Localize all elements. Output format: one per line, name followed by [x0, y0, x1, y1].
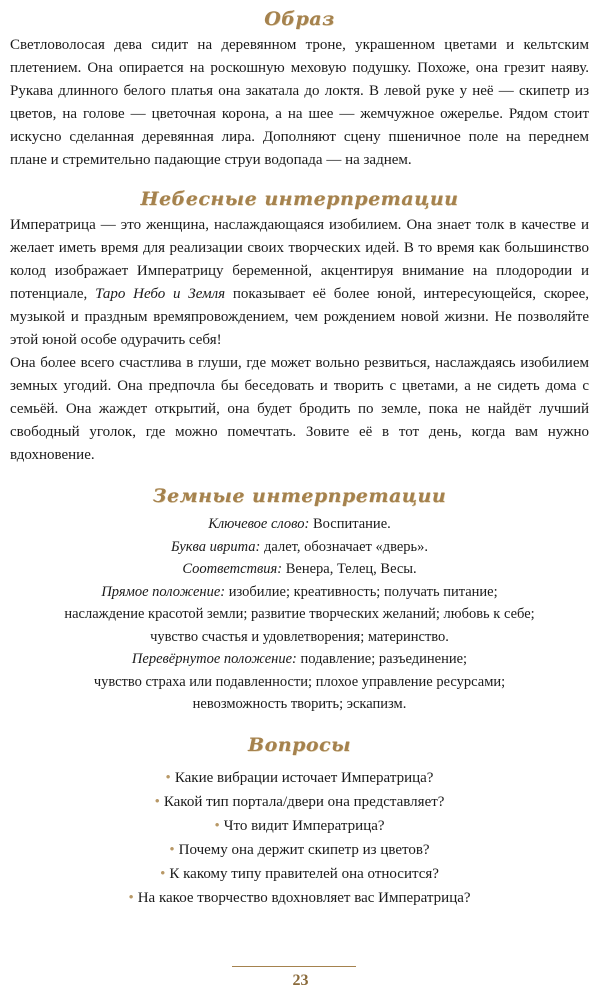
keyword-line — [10, 513, 589, 536]
question-item — [10, 814, 589, 838]
nebesnye-paragraph-2: Она более всего счастлива в глуши, где может вольно резвиться, наслаждаясь изобилием земных угодий. Она предпочла бы беседовать и творить с цветами, а не сидеть дома с семьёй. Она жаждет открытий, она будет бродить по земле, пока не найдёт лучший свободный уголок, где можно помечтать. Зовите её в тот день, когда вам нужно вдохновение. — [10, 355, 589, 463]
question-text: Что видит Императрица? — [223, 817, 385, 834]
question-text: Какой тип портала/двери она представляет? — [163, 793, 445, 810]
question-text: Почему она держит скипетр из цветов? — [178, 841, 430, 858]
reversed-label: Перевёрнутое положение: — [131, 651, 297, 667]
deck-title-italic: Таро Небо и Земля — [95, 286, 226, 302]
bullet-icon: • — [165, 769, 171, 786]
correspondences-label: Соответствия: — [182, 561, 283, 577]
page-number: 23 — [292, 972, 309, 989]
nebesnye-p1-before: Императрица — это женщина, наслаждающаяся изобилием. Она знает толк в качестве и желает иметь время для реализации своих творческих идей. В то время как большинство колод изображает Императрицу беременной, акцентируя внимание на плодородии и потенциале, — [10, 217, 589, 302]
hebrew-letter-line — [10, 536, 589, 559]
question-item — [10, 862, 589, 886]
question-item — [10, 766, 589, 790]
question-text: Какие вибрации источает Императрица? — [174, 769, 434, 786]
section-title-voprosy: Вопросы — [248, 733, 351, 756]
reversed-line-1 — [10, 648, 589, 671]
bullet-icon: • — [128, 889, 134, 906]
bullet-icon: • — [160, 865, 166, 882]
upright-line-2: наслаждение красотой земли; развитие творческих желаний; любовь к себе; — [64, 606, 535, 622]
keyword-value: Воспитание. — [309, 516, 391, 532]
correspondences-line — [10, 558, 589, 581]
keyword-label: Ключевое слово: — [208, 516, 310, 532]
section-title-zemnye: Земные интерпретации — [152, 485, 447, 507]
obraz-paragraph: Светловолосая дева сидит на деревянном троне, украшенном цветами и кельтским плетением. Она опирается на роскошную меховую подушку. Похоже, она грезит наяву. Рукава длинного белого платья она закатала до локтя. В левой руке у неё — скипетр из цветов, на голове — цветочная корона, а на шее — жемчужное ожерелье. Рядом стоит искусно сделанная деревянная лира. Дополняют сцену пшеничное поле на переднем плане и стремительно падающие струи водопада — на заднем. — [10, 37, 589, 168]
question-text: К какому типу правителей она относится? — [169, 865, 439, 882]
nebesnye-paragraph-1 — [10, 214, 589, 352]
upright-line-3: чувство счастья и удовлетворения; материнство. — [150, 628, 449, 645]
reversed-value-1: подавление; разъединение; — [296, 651, 468, 667]
section-title-nebesnye: Небесные интерпретации — [140, 188, 459, 210]
footer-divider — [232, 966, 356, 967]
upright-value-1: изобилие; креативность; получать питание; — [225, 583, 498, 600]
section-title-obraz: Образ — [264, 8, 335, 30]
zemnye-block — [10, 513, 589, 716]
reversed-line-2: чувство страха или подавленности; плохое управление ресурсами; — [93, 673, 506, 690]
bullet-icon: • — [169, 841, 175, 858]
questions-list — [10, 766, 589, 910]
question-item — [10, 790, 589, 814]
correspondences-value: Венера, Телец, Весы. — [282, 561, 417, 577]
reversed-line-3: невозможность творить; эскапизм. — [192, 696, 407, 712]
upright-label: Прямое положение: — [101, 583, 226, 600]
bullet-icon: • — [154, 793, 160, 810]
question-item — [10, 838, 589, 862]
bullet-icon: • — [214, 817, 220, 834]
question-item — [10, 886, 589, 910]
hebrew-letter-label: Буква иврита: — [170, 538, 261, 555]
nebesnye-p1-after: показывает её более юной, интересующейся, скорее, музыкой и праздным времяпровождением, чем рождением новой жизни. Не позволяйте этой юной особе одурачить себя! — [10, 286, 589, 348]
upright-line-1 — [10, 581, 589, 604]
hebrew-letter-value: далет, обозначает «дверь». — [260, 538, 429, 555]
question-text: На какое творчество вдохновляет вас Императрица? — [137, 889, 471, 906]
